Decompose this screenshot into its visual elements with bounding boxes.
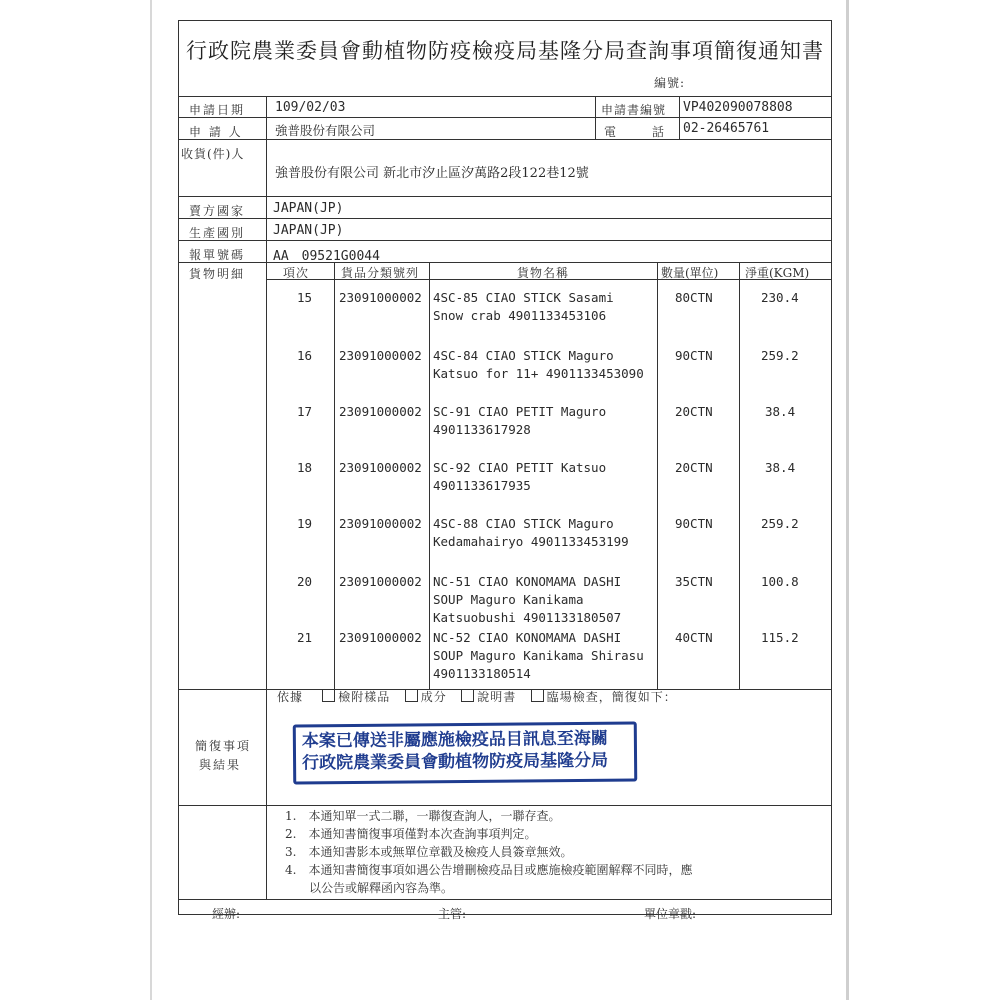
scan-edge-left <box>150 0 152 1000</box>
cell-no: 17 <box>297 404 313 419</box>
note-item: 3. 本通知書影本或無單位章戳及檢疫人員簽章無效。 <box>285 845 573 859</box>
rule <box>179 805 831 806</box>
rule <box>429 262 430 689</box>
checkbox-sample[interactable] <box>322 689 335 702</box>
stamp-line1: 本案已傳送非屬應施檢疫品目訊息至海關 <box>301 728 608 752</box>
declaration-value: AA 09521G0044 <box>273 249 380 264</box>
phone-value: 02-26465761 <box>683 121 770 136</box>
cell-weight: 230.4 <box>761 290 799 305</box>
cell-code: 23091000002 <box>339 516 422 531</box>
note-item: 以公告或解釋函內容為準。 <box>285 881 454 895</box>
cell-name: NC-52 CIAO KONOMAMA DASHI SOUP Maguro Kanikama Shirasu 4901133180514 <box>433 630 644 681</box>
cell-qty: 20CTN <box>675 404 713 419</box>
result-label-line1: 簡復事項 <box>195 739 252 753</box>
cell-code: 23091000002 <box>339 404 422 419</box>
serial-label: 編號: <box>654 76 686 90</box>
rule <box>179 96 831 97</box>
cell-name: 4SC-88 CIAO STICK Maguro Kedamahairyo 4901133453199 <box>433 516 629 549</box>
result-label <box>195 737 251 775</box>
cell-weight: 259.2 <box>761 516 799 531</box>
result-label-line2: 與結果 <box>199 758 242 772</box>
declaration-label: 報單號碼 <box>189 248 246 262</box>
cell-qty: 40CTN <box>675 630 713 645</box>
rule <box>266 689 267 899</box>
cell-weight: 38.4 <box>765 460 796 475</box>
apply-date-value: 109/02/03 <box>275 100 346 115</box>
scan-edge-right <box>846 0 849 1000</box>
rule <box>179 139 831 140</box>
cell-no: 16 <box>297 348 313 363</box>
cell-weight: 115.2 <box>761 630 799 645</box>
col-header-no: 項次 <box>283 266 310 280</box>
col-header-code: 貨品分類號列 <box>341 266 420 280</box>
seller-country-label: 賣方國家 <box>189 204 246 218</box>
cell-no: 15 <box>297 290 313 305</box>
cell-no: 19 <box>297 516 313 531</box>
cell-qty: 80CTN <box>675 290 713 305</box>
rule <box>595 96 596 139</box>
cell-name: 4SC-84 CIAO STICK Maguro Katsuo for 11+ 4901133453090 <box>433 348 644 381</box>
rule <box>179 196 831 197</box>
rule <box>179 899 831 900</box>
cell-qty: 90CTN <box>675 348 713 363</box>
cell-code: 23091000002 <box>339 348 422 363</box>
rule <box>739 262 740 689</box>
applicant-value: 強普股份有限公司 <box>275 123 376 138</box>
basis-label: 依據 <box>277 690 304 704</box>
cell-name: SC-91 CIAO PETIT Maguro 4901133617928 <box>433 404 607 437</box>
note-item: 1. 本通知單一式二聯，一聯復查詢人，一聯存查。 <box>285 809 561 823</box>
cell-qty: 90CTN <box>675 516 713 531</box>
notice-form <box>178 20 832 915</box>
checkbox-manual[interactable] <box>461 689 474 702</box>
cell-qty: 35CTN <box>675 574 713 589</box>
seller-country-value: JAPAN(JP) <box>273 201 344 216</box>
note-item: 4. 本通知書簡復事項如遇公告增刪檢疫品目或應施檢疫範圍解釋不同時，應 <box>285 863 693 877</box>
form-title: 行政院農業委員會動植物防疫檢疫局基隆分局查詢事項簡復通知書 <box>186 39 824 63</box>
cell-name: NC-51 CIAO KONOMAMA DASHI SOUP Maguro Kanikama Katsuobushi 4901133180507 <box>433 574 622 625</box>
cell-weight: 38.4 <box>765 404 796 419</box>
apply-no-label: 申請書編號 <box>601 103 667 117</box>
cell-no: 18 <box>297 460 313 475</box>
applicant-label: 申 請 人 <box>189 125 243 139</box>
apply-no-value: VP402090078808 <box>683 100 793 115</box>
footer-unit-stamp: 單位章戳: <box>644 907 697 921</box>
notes-list <box>285 807 692 897</box>
goods-label: 貨物明細 <box>189 267 246 281</box>
cell-code: 23091000002 <box>339 290 422 305</box>
basis-opt-manual: 說明書 <box>477 690 517 704</box>
footer-handler: 經辦: <box>212 907 241 921</box>
rule <box>266 196 267 689</box>
phone-label: 電 話 <box>604 125 665 139</box>
basis-line <box>277 688 677 705</box>
rule <box>679 96 680 139</box>
cell-qty: 20CTN <box>675 460 713 475</box>
cell-code: 23091000002 <box>339 460 422 475</box>
cell-no: 21 <box>297 630 313 645</box>
col-header-qty: 數量(單位) <box>661 266 719 280</box>
cell-weight: 259.2 <box>761 348 799 363</box>
cell-code: 23091000002 <box>339 574 422 589</box>
rule <box>334 262 335 689</box>
basis-opt-sample: 檢附樣品 <box>338 690 391 704</box>
col-header-name: 貨物名稱 <box>517 266 570 280</box>
rule <box>179 117 831 118</box>
consignee-label: 收貨(件)人 <box>181 147 245 161</box>
cell-code: 23091000002 <box>339 630 422 645</box>
cell-no: 20 <box>297 574 313 589</box>
note-item: 2. 本通知書簡復事項僅對本次查詢事項判定。 <box>285 827 537 841</box>
official-stamp <box>293 722 638 785</box>
cell-name: SC-92 CIAO PETIT Katsuo 4901133617935 <box>433 460 607 493</box>
checkbox-inspection[interactable] <box>531 689 544 702</box>
apply-date-label: 申請日期 <box>189 103 246 117</box>
col-header-weight: 淨重(KGM) <box>745 266 810 280</box>
basis-opt-ingredient: 成分 <box>420 690 447 704</box>
rule <box>179 218 831 219</box>
footer-supervisor: 主管: <box>438 907 467 921</box>
rule <box>266 96 267 196</box>
cell-weight: 100.8 <box>761 574 799 589</box>
checkbox-ingredient[interactable] <box>405 689 418 702</box>
rule <box>657 262 658 689</box>
origin-value: JAPAN(JP) <box>273 223 344 238</box>
cell-name: 4SC-85 CIAO STICK Sasami Snow crab 4901133453106 <box>433 290 614 323</box>
origin-label: 生產國別 <box>189 226 246 240</box>
stamp-line2: 行政院農業委員會動植物防疫局基隆分局 <box>301 750 609 774</box>
basis-opt-inspection: 臨場檢查，簡復如下： <box>546 690 677 704</box>
rule <box>179 240 831 241</box>
consignee-value: 強普股份有限公司 新北市汐止區汐萬路2段122巷12號 <box>275 166 589 181</box>
